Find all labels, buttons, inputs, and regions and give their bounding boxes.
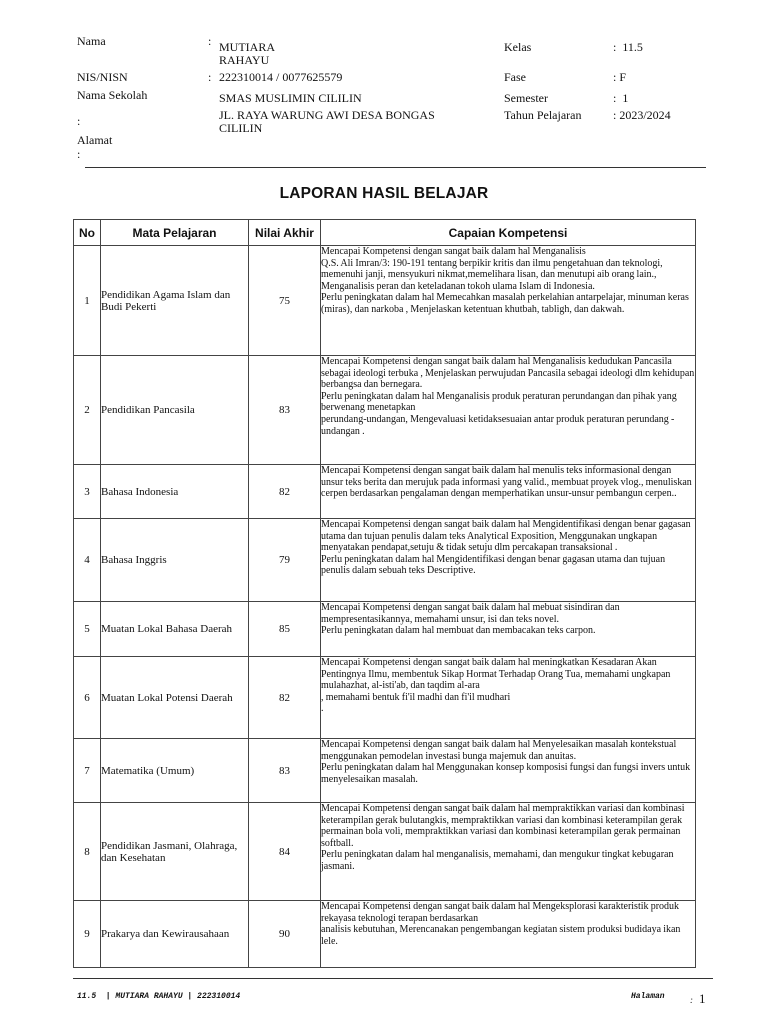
row-no: 2 (74, 356, 101, 465)
table-row (74, 519, 696, 602)
row-score: 85 (249, 602, 321, 657)
address-label: Alamat (77, 133, 113, 147)
row-no: 8 (74, 803, 101, 901)
row-subject: Pendidikan Pancasila (101, 356, 249, 465)
name-label: Nama (77, 34, 106, 48)
address-value: JL. RAYA WARUNG AWI DESA BONGAS CILILIN (219, 108, 435, 135)
nis-label: NIS/NISN (77, 70, 128, 84)
header-subject: Mata Pelajaran (101, 220, 249, 246)
row-no: 7 (74, 739, 101, 803)
nis-colon: : (208, 70, 212, 84)
header-no: No (74, 220, 101, 246)
row-achievement-cell (321, 739, 696, 803)
year-label: Tahun Pelajaran (504, 108, 582, 122)
row-achievement: Mencapai Kompetensi dengan sangat baik dalam hal Menyelesaikan masalah kontekstual menggunakan pemodelan investasi bunga majemuk dan anuitas. Perlu peningkatan dalam hal Menggunakan konsep komposisi fungsi dan fungsi invers untuk menyelesaikan masalah. (321, 739, 691, 785)
row-achievement: Mencapai Kompetensi dengan sangat baik dalam hal mempraktikkan variasi dan kombinasi keterampilan gerak bulutangkis, mempraktikkan variasi dan kombinasi keterampilan gerak permainan bola voli, mempraktikkan variasi dan kombinasi keterampilan gerak permainan softball. Perlu peningkatan dalam hal menganalisis, memahami, dan mengukur tingkat kebugaran jasmani. (321, 803, 685, 872)
row-no: 3 (74, 465, 101, 519)
row-score: 82 (249, 657, 321, 739)
page-title: LAPORAN HASIL BELAJAR (279, 185, 489, 202)
row-subject: Pendidikan Jasmani, Olahraga, dan Kesehatan (101, 803, 249, 901)
row-achievement-cell (321, 901, 696, 968)
footer-left: 11.5 | MUTIARA RAHAYU | 222310014 (77, 992, 241, 1001)
row-subject: Muatan Lokal Bahasa Daerah (101, 602, 249, 657)
row-score: 82 (249, 465, 321, 519)
row-achievement-cell (321, 803, 696, 901)
footer-divider (73, 978, 713, 979)
row-score: 84 (249, 803, 321, 901)
semester-label: Semester (504, 91, 548, 105)
grades-table (73, 219, 696, 968)
phase-label: Fase (504, 70, 526, 84)
phase-value: : F (613, 70, 627, 84)
address-colon: : (77, 147, 81, 161)
school-label: Nama Sekolah (77, 88, 148, 102)
row-score: 75 (249, 246, 321, 356)
row-no: 5 (74, 602, 101, 657)
footer-page-colon: : (690, 995, 693, 1005)
row-score: 79 (249, 519, 321, 602)
table-row (74, 901, 696, 968)
class-value: : 11.5 (613, 40, 643, 54)
footer-page-number: 1 (699, 991, 706, 1006)
row-subject: Pendidikan Agama Islam dan Budi Pekerti (101, 246, 249, 356)
row-achievement-cell (321, 246, 696, 356)
row-score: 83 (249, 739, 321, 803)
header-score: Nilai Akhir (249, 220, 321, 246)
school-value: SMAS MUSLIMIN CILILIN (219, 91, 362, 105)
row-no: 1 (74, 246, 101, 356)
school-colon: : (77, 114, 81, 128)
row-subject: Prakarya dan Kewirausahaan (101, 901, 249, 968)
row-achievement: Mencapai Kompetensi dengan sangat baik dalam hal Menganalisis Q.S. Ali Imran/3: 190-191 tentang berpikir kritis dan ilmu pengetahuan dan teknologi, memenuhi janji, mensyukuri nikmat,memelihara lisan, dan menutupi aib orang lain., Menganalisis peran dan keteladanan tokoh ulama Islam di Indonesia. Perlu peningkatan dalam hal Memecahkan masalah perkelahian antarpelajar, minuman keras (miras), dan narkoba , Menjelaskan ketentuan khutbah, tabligh, dan dakwah. (321, 246, 689, 315)
row-achievement-cell (321, 356, 696, 465)
table-row (74, 465, 696, 519)
row-achievement: Mencapai Kompetensi dengan sangat baik dalam hal Menganalisis kedudukan Pancasila sebagai ideologi terbuka , Menjelaskan perwujudan Pancasila sebagai ideologi dlm kehidupan berbangsa dan bernegara. Perlu peningkatan dalam hal Menganalisis produk peraturan perundangan dan pihak yang berwenang menetapkan perundang-undangan, Mengevaluasi ketidaksesuaian antar produk peraturan perundang - undangan . (321, 356, 695, 437)
table-row (74, 657, 696, 739)
table-row (74, 602, 696, 657)
row-achievement-cell (321, 465, 696, 519)
row-subject: Bahasa Indonesia (101, 465, 249, 519)
table-row (74, 803, 696, 901)
row-achievement: Mencapai Kompetensi dengan sangat baik dalam hal menulis teks informasional dengan unsur teks berita dan merujuk pada informasi yang valid., membuat proyek vlog., menuliskan cerpen berdasarkan pengalaman dengan memperhatikan unsur-unsur pembangun cerpen.. (321, 465, 694, 500)
row-no: 4 (74, 519, 101, 602)
student-name: MUTIARA RAHAYU (219, 40, 275, 67)
table-row (74, 246, 696, 356)
row-no: 9 (74, 901, 101, 968)
row-score: 90 (249, 901, 321, 968)
row-achievement-cell (321, 519, 696, 602)
semester-value: : 1 (613, 91, 629, 105)
table-row (74, 356, 696, 465)
row-achievement: Mencapai Kompetensi dengan sangat baik dalam hal Mengidentifikasi dengan benar gagasan utama dan tujuan penulis dalam teks Analytical Exposition, Menggunakan ungkapan menyatakan pendapat,setuju & tidak setuju dlm percakapan transaksional . Perlu peningkatan dalam hal Mengidentifikasi dengan benar gagasan utama dan tujuan penulis dalam sebuah teks Descriptive. (321, 519, 691, 577)
header-achievement: Capaian Kompetensi (321, 220, 696, 246)
row-subject: Bahasa Inggris (101, 519, 249, 602)
row-achievement: Mencapai Kompetensi dengan sangat baik dalam hal Mengeksplorasi karakteristik produk rekayasa teknologi terapan berdasarkan analisis kebutuhan, Merencanakan pengembangan kegiatan sistem produksi budidaya ikan lele. (321, 901, 681, 947)
row-subject: Matematika (Umum) (101, 739, 249, 803)
nis-value: 222310014 / 0077625579 (219, 70, 343, 84)
row-subject: Muatan Lokal Potensi Daerah (101, 657, 249, 739)
name-colon: : (208, 34, 212, 48)
row-achievement: Mencapai Kompetensi dengan sangat baik dalam hal mebuat sisindiran dan mempresentasikannya, memahami unsur, isi dan teks novel. Perlu peningkatan dalam hal membuat dan membacakan teks carpon. (321, 602, 620, 637)
row-score: 83 (249, 356, 321, 465)
table-header-row (74, 220, 696, 246)
row-no: 6 (74, 657, 101, 739)
header-divider (85, 167, 706, 168)
year-value: : 2023/2024 (613, 108, 671, 122)
row-achievement-cell (321, 657, 696, 739)
table-row (74, 739, 696, 803)
row-achievement-cell (321, 602, 696, 657)
class-label: Kelas (504, 40, 532, 54)
row-achievement: Mencapai Kompetensi dengan sangat baik dalam hal meningkatkan Kesadaran Akan Pentingnya Ilmu, membentuk Sikap Hormat Terhadap Orang Tua, memahami ungkapan mulahazhat, al-isti'ab, dan taqdim al-ara , memahami bentuk fi'il madhi dan fi'il mudhari . (321, 657, 671, 715)
footer-page-label: Halaman (631, 992, 665, 1001)
